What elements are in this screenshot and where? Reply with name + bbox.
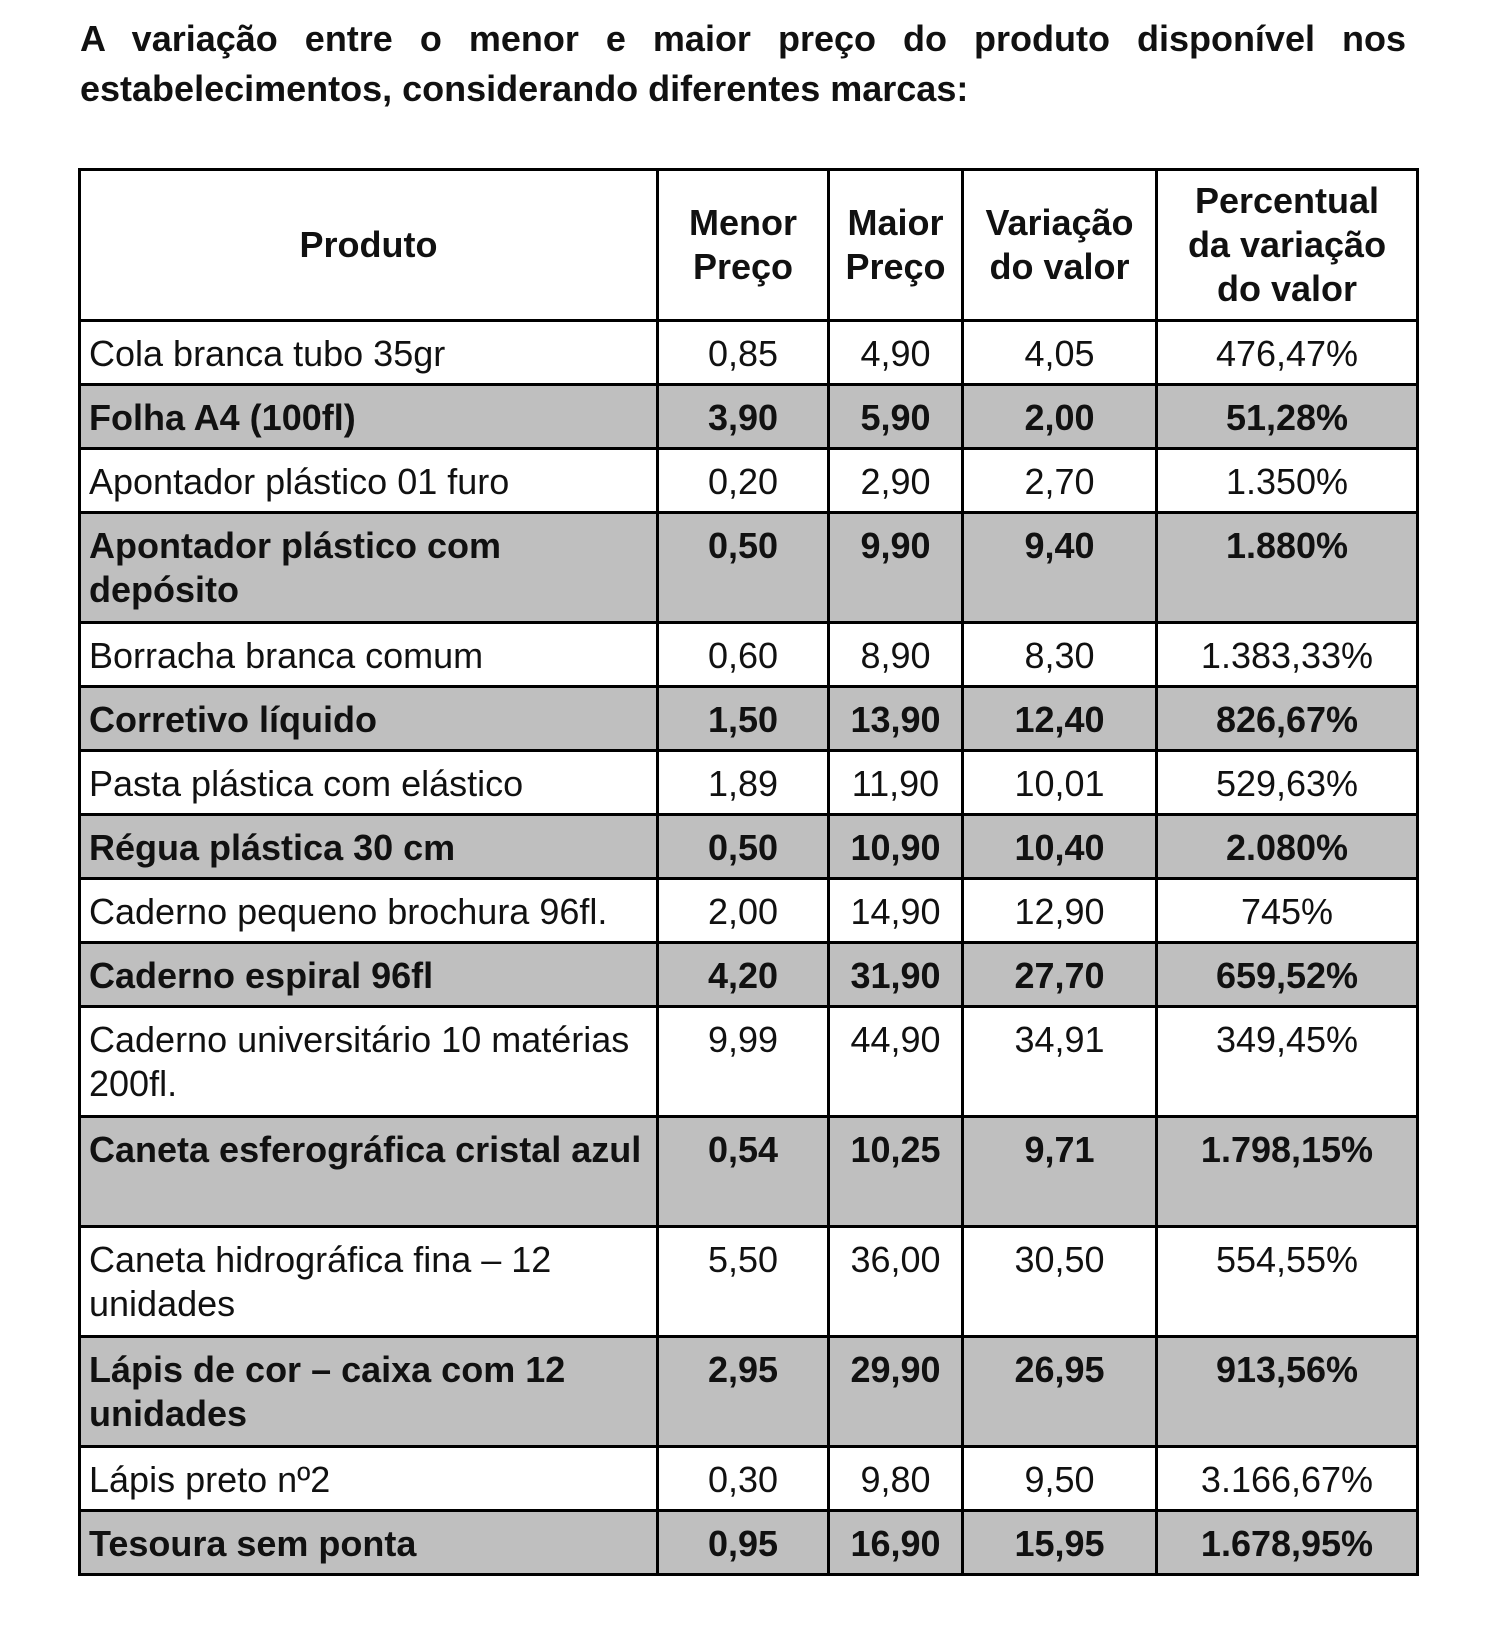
cell-maior-preco: 10,90 — [829, 815, 963, 879]
cell-menor-preco: 0,85 — [658, 321, 829, 385]
cell-variacao: 8,30 — [963, 623, 1157, 687]
cell-maior-preco: 14,90 — [829, 879, 963, 943]
cell-maior-preco: 11,90 — [829, 751, 963, 815]
cell-menor-preco: 0,50 — [658, 815, 829, 879]
cell-variacao: 9,40 — [963, 513, 1157, 623]
cell-produto: Cola branca tubo 35gr — [80, 321, 658, 385]
cell-percentual: 1.383,33% — [1157, 623, 1418, 687]
cell-maior-preco: 31,90 — [829, 943, 963, 1007]
cell-produto: Régua plástica 30 cm — [80, 815, 658, 879]
table-row — [80, 1447, 1418, 1511]
table-row — [80, 815, 1418, 879]
cell-produto: Caneta esferográfica cristal azul — [80, 1117, 658, 1227]
table-row — [80, 751, 1418, 815]
cell-variacao: 9,71 — [963, 1117, 1157, 1227]
header-menor-preco — [658, 170, 829, 321]
cell-menor-preco: 5,50 — [658, 1227, 829, 1337]
cell-menor-preco: 0,30 — [658, 1447, 829, 1511]
header-percentual-line-2: da variação — [1187, 224, 1387, 265]
cell-produto: Corretivo líquido — [80, 687, 658, 751]
header-maior-line-1: Maior — [847, 202, 944, 243]
cell-produto: Lápis preto nº2 — [80, 1447, 658, 1511]
cell-percentual: 554,55% — [1157, 1227, 1418, 1337]
header-menor-line-1: Menor — [689, 202, 797, 243]
header-variacao — [963, 170, 1157, 321]
cell-menor-preco: 1,89 — [658, 751, 829, 815]
cell-percentual: 476,47% — [1157, 321, 1418, 385]
cell-percentual: 2.080% — [1157, 815, 1418, 879]
header-maior-preco — [829, 170, 963, 321]
cell-menor-preco: 0,20 — [658, 449, 829, 513]
cell-percentual: 51,28% — [1157, 385, 1418, 449]
cell-variacao: 12,90 — [963, 879, 1157, 943]
cell-maior-preco: 5,90 — [829, 385, 963, 449]
cell-menor-preco: 2,95 — [658, 1337, 829, 1447]
cell-percentual: 1.678,95% — [1157, 1511, 1418, 1575]
header-variacao-line-1: Variação — [985, 202, 1134, 243]
cell-produto: Apontador plástico 01 furo — [80, 449, 658, 513]
cell-variacao: 9,50 — [963, 1447, 1157, 1511]
cell-menor-preco: 0,95 — [658, 1511, 829, 1575]
header-maior-line-2: Preço — [845, 246, 946, 287]
table-row — [80, 879, 1418, 943]
header-variacao-line-2: do valor — [989, 246, 1130, 287]
price-variation-table — [78, 168, 1419, 1576]
cell-maior-preco: 44,90 — [829, 1007, 963, 1117]
cell-maior-preco: 16,90 — [829, 1511, 963, 1575]
cell-percentual: 745% — [1157, 879, 1418, 943]
cell-variacao: 12,40 — [963, 687, 1157, 751]
table-row — [80, 1117, 1418, 1227]
cell-produto: Apontador plástico com depósito — [80, 513, 658, 623]
header-percentual-line-3: do valor — [1216, 268, 1358, 309]
table-row — [80, 1337, 1418, 1447]
header-menor-line-2: Preço — [692, 246, 794, 287]
cell-variacao: 2,00 — [963, 385, 1157, 449]
table-row — [80, 623, 1418, 687]
cell-produto: Caderno pequeno brochura 96fl. — [80, 879, 658, 943]
table-row — [80, 943, 1418, 1007]
intro-paragraph: A variação entre o menor e maior preço do produto disponível nos estabelecimentos, considerando diferentes marcas: — [80, 18, 1406, 109]
header-produto: Produto — [80, 170, 658, 321]
cell-variacao: 2,70 — [963, 449, 1157, 513]
cell-maior-preco: 29,90 — [829, 1337, 963, 1447]
cell-produto: Caderno espiral 96fl — [80, 943, 658, 1007]
table-row — [80, 513, 1418, 623]
table-row — [80, 1511, 1418, 1575]
cell-percentual: 529,63% — [1157, 751, 1418, 815]
cell-percentual: 1.880% — [1157, 513, 1418, 623]
table-row — [80, 385, 1418, 449]
cell-maior-preco: 9,90 — [829, 513, 963, 623]
table-header — [80, 170, 1418, 321]
cell-menor-preco: 4,20 — [658, 943, 829, 1007]
header-row — [80, 170, 1418, 321]
table-row — [80, 321, 1418, 385]
cell-menor-preco: 2,00 — [658, 879, 829, 943]
cell-menor-preco: 0,50 — [658, 513, 829, 623]
table-row — [80, 1227, 1418, 1337]
cell-produto: Lápis de cor – caixa com 12 unidades — [80, 1337, 658, 1447]
cell-variacao: 30,50 — [963, 1227, 1157, 1337]
cell-percentual: 349,45% — [1157, 1007, 1418, 1117]
cell-menor-preco: 0,54 — [658, 1117, 829, 1227]
header-percentual-line-1: Percentual — [1194, 180, 1380, 221]
cell-maior-preco: 8,90 — [829, 623, 963, 687]
table-row — [80, 687, 1418, 751]
cell-variacao: 27,70 — [963, 943, 1157, 1007]
cell-produto: Caneta hidrográfica fina – 12 unidades — [80, 1227, 658, 1337]
cell-maior-preco: 10,25 — [829, 1117, 963, 1227]
cell-variacao: 4,05 — [963, 321, 1157, 385]
cell-percentual: 826,67% — [1157, 687, 1418, 751]
cell-produto: Borracha branca comum — [80, 623, 658, 687]
cell-maior-preco: 2,90 — [829, 449, 963, 513]
cell-percentual: 913,56% — [1157, 1337, 1418, 1447]
cell-menor-preco: 0,60 — [658, 623, 829, 687]
cell-percentual: 1.798,15% — [1157, 1117, 1418, 1227]
cell-produto: Tesoura sem ponta — [80, 1511, 658, 1575]
cell-produto: Folha A4 (100fl) — [80, 385, 658, 449]
table-body — [80, 321, 1418, 1575]
cell-variacao: 26,95 — [963, 1337, 1157, 1447]
cell-variacao: 15,95 — [963, 1511, 1157, 1575]
cell-produto: Caderno universitário 10 matérias 200fl. — [80, 1007, 658, 1117]
cell-menor-preco: 9,99 — [658, 1007, 829, 1117]
cell-menor-preco: 1,50 — [658, 687, 829, 751]
cell-variacao: 10,40 — [963, 815, 1157, 879]
table-row — [80, 449, 1418, 513]
cell-maior-preco: 36,00 — [829, 1227, 963, 1337]
cell-produto: Pasta plástica com elástico — [80, 751, 658, 815]
cell-variacao: 34,91 — [963, 1007, 1157, 1117]
cell-percentual: 1.350% — [1157, 449, 1418, 513]
cell-maior-preco: 13,90 — [829, 687, 963, 751]
table-row — [80, 1007, 1418, 1117]
cell-menor-preco: 3,90 — [658, 385, 829, 449]
cell-maior-preco: 4,90 — [829, 321, 963, 385]
cell-percentual: 659,52% — [1157, 943, 1418, 1007]
header-percentual — [1157, 170, 1418, 321]
cell-maior-preco: 9,80 — [829, 1447, 963, 1511]
cell-variacao: 10,01 — [963, 751, 1157, 815]
cell-percentual: 3.166,67% — [1157, 1447, 1418, 1511]
